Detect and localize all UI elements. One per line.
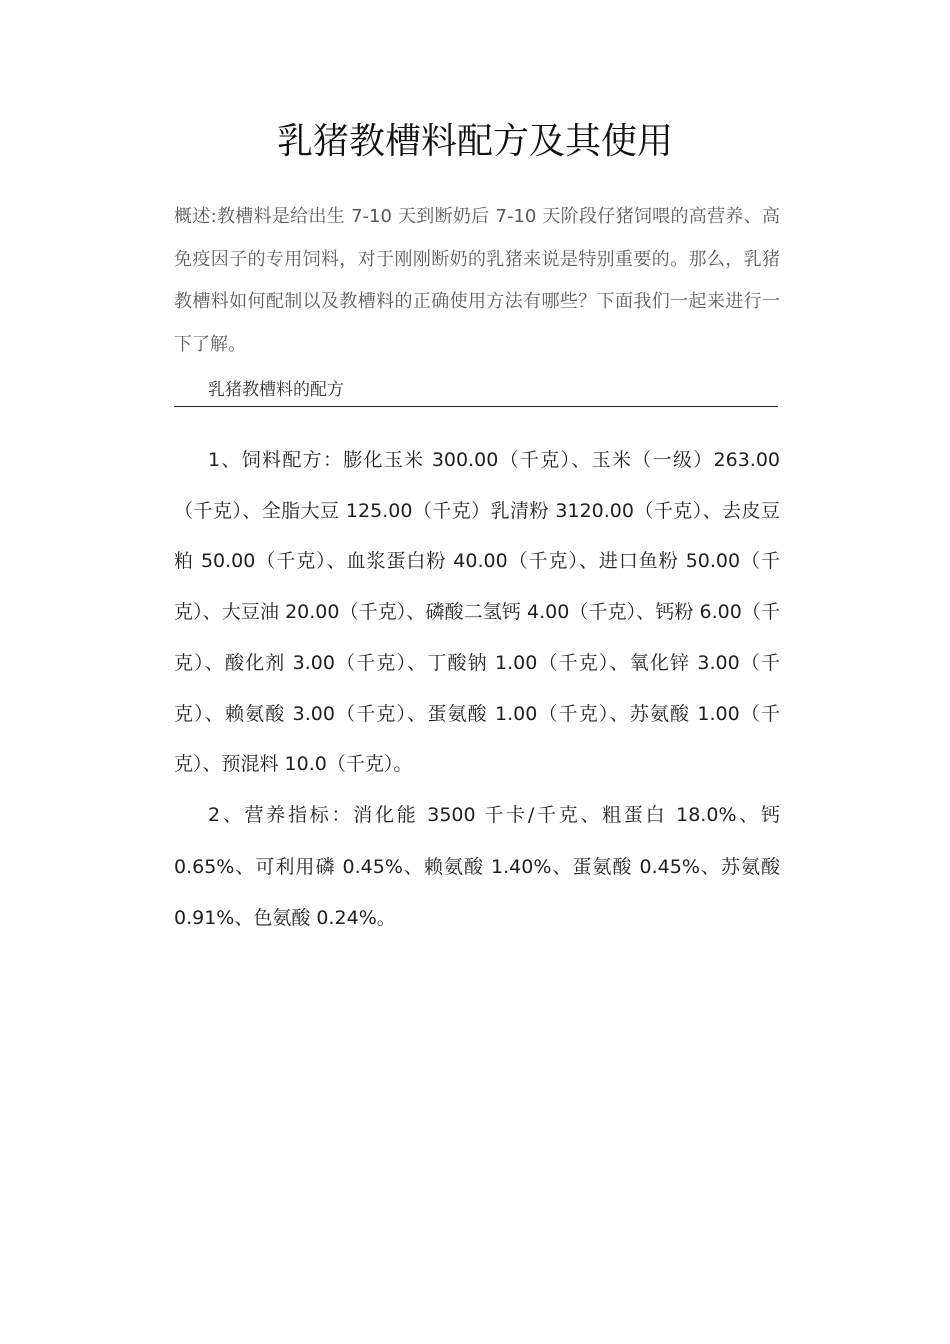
section-heading-text: 乳猪教槽料的配方 (208, 380, 344, 400)
formula-paragraph: 1、饲料配方：膨化玉米 300.00（千克）、玉米（一级）263.00（千克）、全脂大豆 125.00（千克）乳清粉 3120.00（千克）、去皮豆粕 50.00（千克）、血浆蛋白粉 40.00（千克）、进口鱼粉 50.00（千克）、大豆油 20.00（千克）、磷酸二氢钙 4.00（千克）、钙粉 6.00（千克）、酸化剂 3.00（千克）、丁酸钠 1.00（千克）、氧化锌 3.00（千克）、赖氨酸 3.00（千克）、蛋氨酸 1.00（千克）、苏氨酸 1.00（千克）、预混料 10.0（千克）。 (174, 449, 780, 776)
document-title: 乳猪教槽料配方及其使用 (276, 121, 673, 162)
section-heading (174, 374, 778, 407)
nutrition-paragraph: 2、营养指标：消化能 3500 千卡/千克、粗蛋白 18.0%、钙 0.65%、可利用磷 0.45%、赖氨酸 1.40%、蛋氨酸 0.45%、苏氨酸 0.91%、色氨酸 0.24%。 (174, 804, 780, 929)
summary-paragraph: 概述:教槽料是给出生 7-10 天到断奶后 7-10 天阶段仔猪饲喂的高营养、高免疫因子的专用饲料，对于刚刚断奶的乳猪来说是特别重要的。那么，乳猪教槽料如何配制以及教槽料的正确使用方法有哪些？下面我们一起来进行一下了解。 (174, 206, 780, 355)
